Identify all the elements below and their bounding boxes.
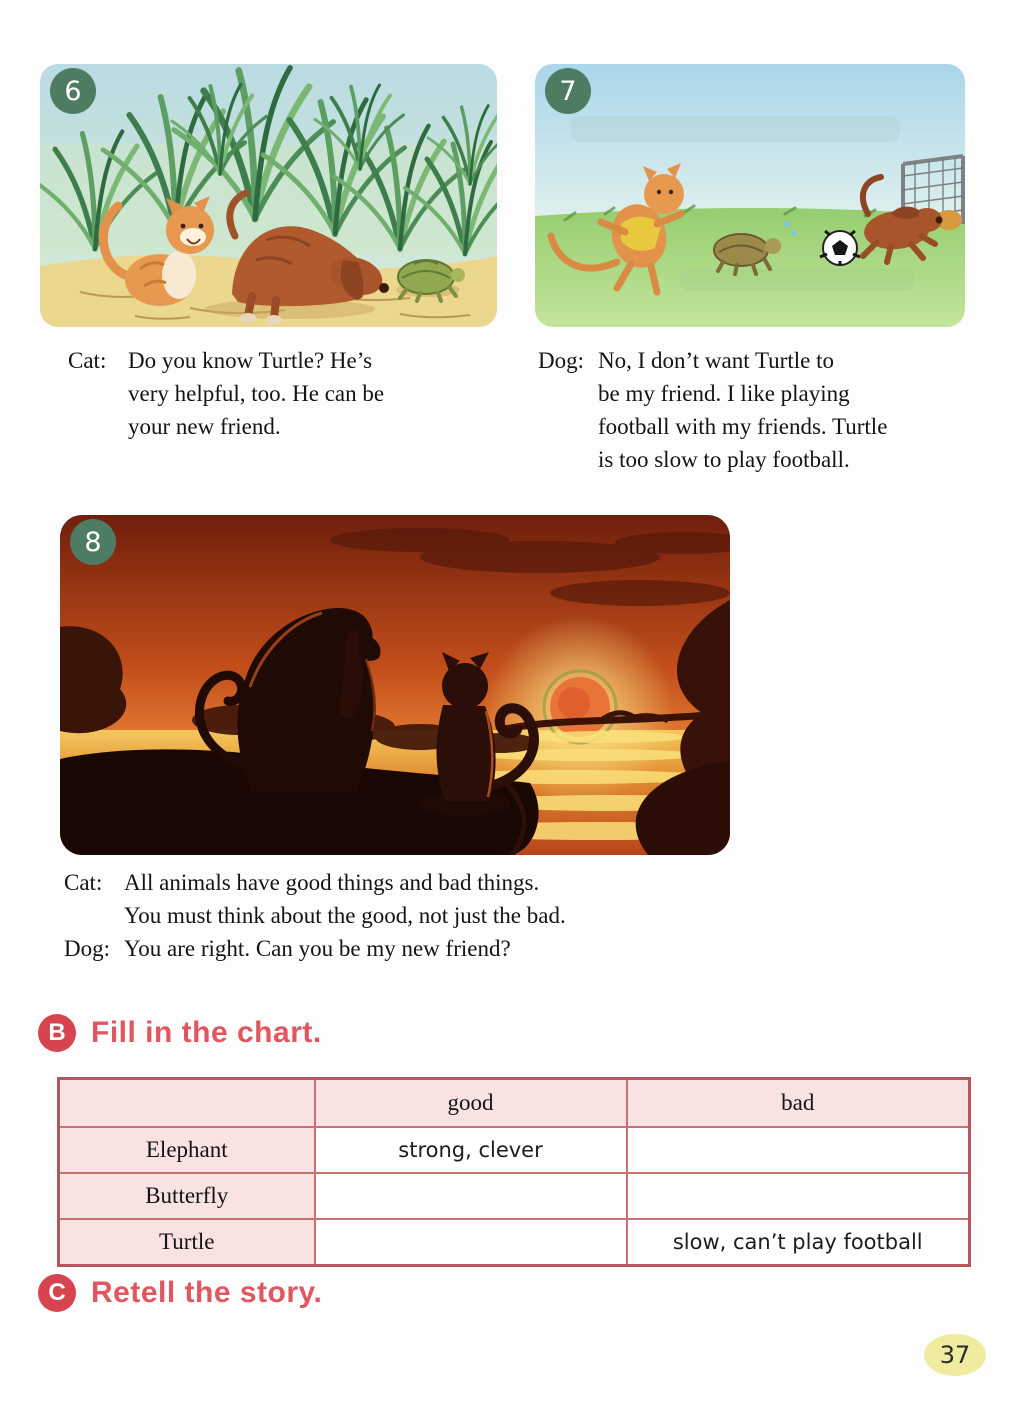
panel-7-illustration <box>535 64 965 327</box>
speaker-label: Dog: <box>64 936 110 961</box>
panel-8-number-badge: 8 <box>70 519 116 565</box>
row-label: Butterfly <box>59 1173 315 1219</box>
cell-butterfly-good <box>315 1173 627 1219</box>
header-cell-blank <box>59 1079 315 1128</box>
panel-6-number-badge: 6 <box>50 68 96 114</box>
panel-8-illustration <box>60 515 730 855</box>
dialog-dog-2 <box>64 932 784 965</box>
header-cell-bad: bad <box>627 1079 970 1128</box>
speaker-label: Dog: <box>538 348 584 373</box>
cell-elephant-good: strong, clever <box>315 1127 627 1173</box>
dialog-text: All animals have good things and bad things. You must think about the good, not just the bad. <box>124 870 566 928</box>
panel-6-illustration <box>40 64 497 327</box>
dialog-cat-dog-2 <box>64 866 784 965</box>
table-row-elephant <box>59 1127 970 1173</box>
dialog-text: No, I don’t want Turtle to be my friend. I like playing football with my friends. Turtle is too slow to play football. <box>598 348 888 472</box>
cell-turtle-good <box>315 1219 627 1266</box>
section-c-title: Retell the story. <box>91 1276 323 1309</box>
row-label: Turtle <box>59 1219 315 1266</box>
table-row-turtle <box>59 1219 970 1266</box>
page-number-badge: 37 <box>924 1334 986 1376</box>
panel-7 <box>535 64 965 327</box>
dialog-dog-1 <box>538 344 990 476</box>
speaker-label: Cat: <box>64 870 103 895</box>
section-b-badge: B <box>38 1014 76 1052</box>
section-c-header <box>38 1274 322 1312</box>
section-b-header <box>38 1014 322 1052</box>
cell-elephant-bad <box>627 1127 970 1173</box>
panel-7-number-badge: 7 <box>545 68 591 114</box>
table-header-row <box>59 1079 970 1128</box>
speaker-label: Cat: <box>68 348 107 373</box>
cell-turtle-bad: slow, can’t play football <box>627 1219 970 1266</box>
dialog-text: You are right. Can you be my new friend? <box>124 936 511 961</box>
panel-6 <box>40 64 497 327</box>
table-row-butterfly <box>59 1173 970 1219</box>
fill-in-chart-table <box>57 1077 971 1267</box>
dialog-cat-1 <box>68 344 488 443</box>
section-c-badge: C <box>38 1274 76 1312</box>
dialog-text: Do you know Turtle? He’s very helpful, too. He can be your new friend. <box>128 348 385 439</box>
section-b-title: Fill in the chart. <box>91 1016 322 1049</box>
row-label: Elephant <box>59 1127 315 1173</box>
dialog-cat-2 <box>64 866 784 932</box>
cell-butterfly-bad <box>627 1173 970 1219</box>
header-cell-good: good <box>315 1079 627 1128</box>
panel-8 <box>60 515 730 855</box>
